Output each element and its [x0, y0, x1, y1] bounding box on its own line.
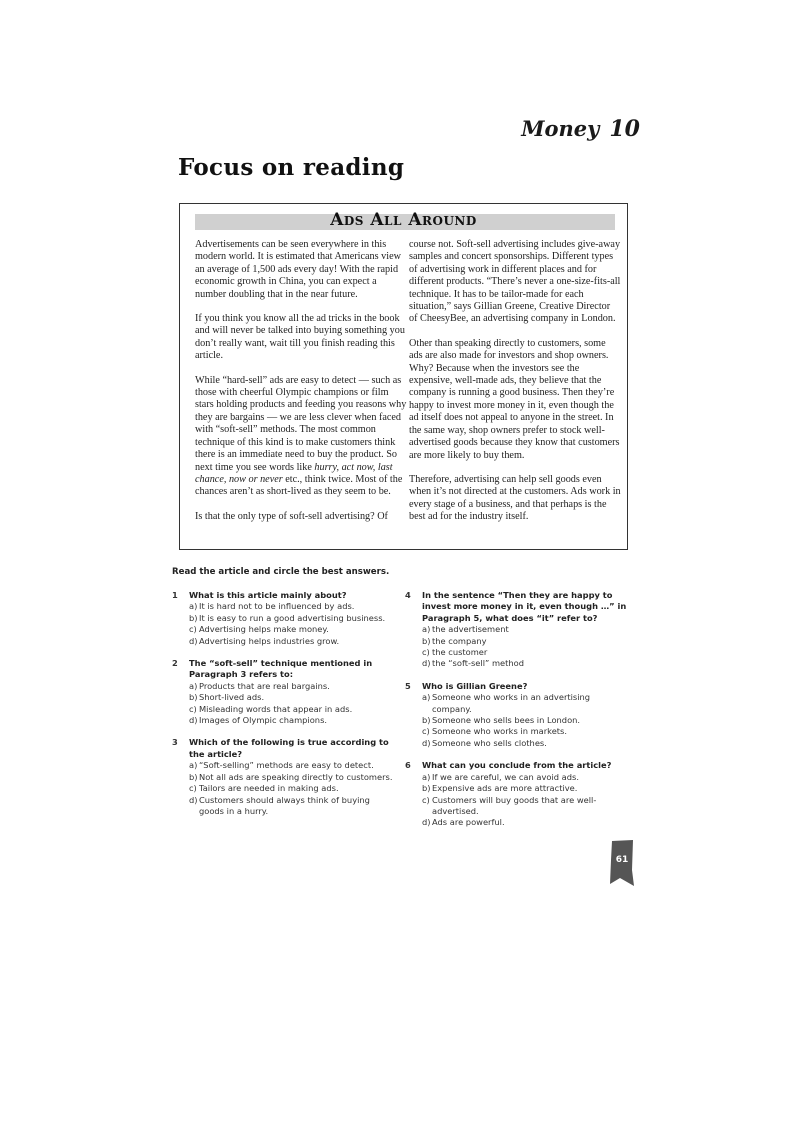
article-column-right [409, 239, 621, 536]
option-letter: d) [189, 794, 198, 805]
option-letter: d) [422, 737, 431, 748]
chapter-header [521, 116, 640, 142]
answer-option[interactable] [422, 636, 630, 647]
article-paragraph: Advertisements can be seen everywhere in this modern world. It is estimated that Americans view an average of 1,500 ads every day! With the rapid economic growth in China, you can expect a number doubling that in the near future. [195, 239, 401, 300]
question-text: What is this article mainly about? [189, 590, 347, 600]
option-letter: a) [422, 692, 431, 703]
answer-option[interactable] [189, 715, 397, 726]
question-head [172, 658, 397, 681]
question-head [172, 737, 397, 760]
answer-option[interactable] [189, 795, 397, 818]
answer-option[interactable] [422, 795, 630, 818]
option-letter: c) [422, 794, 430, 805]
option-letter: c) [189, 624, 197, 635]
option-letter: b) [189, 692, 198, 703]
answer-option[interactable] [189, 624, 397, 635]
answer-options [172, 601, 397, 647]
answer-option[interactable] [422, 726, 630, 737]
question-item [172, 658, 397, 726]
option-text: the company [432, 635, 487, 646]
question-item [172, 590, 397, 647]
question-number: 3 [172, 737, 178, 748]
italic-phrase: hurry, act now, last chance, now or never [195, 461, 393, 485]
answer-option[interactable] [189, 601, 397, 612]
answer-option[interactable] [189, 704, 397, 715]
answer-option[interactable] [189, 692, 397, 703]
question-text: In the sentence “Then they are happy to invest more money in it, even though …” in Paragraph 5, what does “it” refer to? [422, 590, 627, 623]
question-text: Which of the following is true according to the article? [189, 737, 389, 759]
option-letter: a) [189, 760, 198, 771]
option-text: Short-lived ads. [199, 692, 265, 703]
option-text: Someone who sells bees in London. [432, 715, 581, 726]
article-column-left [195, 239, 407, 535]
paragraph-text: While “hard-sell” ads are easy to detect — such as those with cheerful Olympic champions or film stars holding products and feeding you reasons why they are bargains — we are less clever when faced with “soft-sell” methods. The most common technique of this kind is to make customers think there is an immediate need to buy the product. So next time you see words like [195, 374, 407, 473]
answer-option[interactable] [422, 624, 630, 635]
answer-options [172, 760, 397, 817]
option-text: the customer [432, 647, 488, 658]
question-number: 6 [405, 760, 411, 771]
option-letter: a) [189, 601, 198, 612]
option-letter: d) [189, 715, 198, 726]
page-number: 61 [615, 855, 629, 865]
option-letter: c) [422, 647, 430, 658]
option-text: the “soft-sell” method [432, 658, 524, 669]
question-item [405, 760, 630, 828]
option-text: Someone who works in markets. [432, 726, 568, 737]
question-text: What can you conclude from the article? [422, 760, 612, 771]
option-letter: b) [422, 635, 431, 646]
question-item [172, 737, 397, 817]
article-paragraph: Other than speaking directly to customers, some ads are also made for investors and shop owners. Why? Because when the investors see the expensive, well-made ads, they believe that the company is running a good business. Then they’re happy to invest more money in it, even though the ad itself does not appeal to anyone in the street. In the same way, shop owners prefer to stock well-advertised goods because they know that customers are more likely to buy them. [409, 337, 620, 461]
option-text: Advertising helps industries grow. [199, 635, 340, 646]
option-letter: b) [422, 715, 431, 726]
answer-option[interactable] [422, 692, 630, 715]
article-paragraph: If you think you know all the ad tricks in the book and will never be talked into buying something you don’t really want, wait till you finish reading this article. [195, 313, 405, 362]
option-text: “Soft-selling” methods are easy to detect. [199, 760, 374, 771]
question-number: 5 [405, 680, 411, 691]
paragraph-tail: etc., think twice. Most of the chances aren’t as short-lived as they seem to be. [195, 473, 403, 498]
option-letter: a) [422, 771, 431, 782]
option-text: Customers will buy goods that are well-advertised. [432, 794, 597, 816]
question-text: Who is Gillian Greene? [422, 680, 528, 691]
option-text: Products that are real bargains. [199, 680, 330, 691]
option-text: Someone who sells clothes. [432, 737, 547, 748]
option-letter: d) [422, 817, 431, 828]
questions-column-left [172, 590, 397, 828]
answer-option[interactable] [422, 783, 630, 794]
option-text: Expensive ads are more attractive. [432, 783, 578, 794]
option-text: the advertisement [432, 624, 509, 635]
option-text: Ads are powerful. [432, 817, 505, 828]
option-text: If we are careful, we can avoid ads. [432, 771, 579, 782]
option-text: Not all ads are speaking directly to customers. [199, 771, 393, 782]
answer-option[interactable] [189, 636, 397, 647]
answer-options [405, 692, 630, 749]
option-text: Tailors are needed in making ads. [199, 783, 339, 794]
option-text: Someone who works in an advertising company. [432, 692, 591, 714]
article-paragraph [195, 375, 407, 499]
answer-option[interactable] [422, 715, 630, 726]
article-paragraph: Therefore, advertising can help sell goods even when it’s not directed at the customers. Ads work in every stage of a business, and that perhaps is the best ad for the industry itself. [409, 473, 621, 523]
answer-option[interactable] [422, 658, 630, 669]
answer-option[interactable] [422, 772, 630, 783]
option-text: It is hard not to be influenced by ads. [199, 601, 355, 612]
question-text: The “soft-sell” technique mentioned in Paragraph 3 refers to: [189, 658, 373, 680]
question-item [405, 590, 630, 670]
option-letter: c) [422, 726, 430, 737]
option-text: Images of Olympic champions. [199, 715, 328, 726]
option-text: It is easy to run a good advertising business. [199, 612, 386, 623]
option-letter: b) [189, 771, 198, 782]
answer-option[interactable] [422, 817, 630, 828]
question-head [405, 590, 630, 624]
option-letter: a) [422, 624, 431, 635]
question-number: 1 [172, 590, 178, 600]
article-paragraph: course not. Soft-sell advertising includes give-away samples and concert sponsorships. Different types of advertising work in different places and for different products. “There’s never a one-size-fits-all technique. It has to be tailor-made for each situation,” says Gillian Greene, Creative Director of CheesyBee, an advertising company in London. [409, 239, 621, 325]
article-paragraph: Is that the only type of soft-sell advertising? Of [195, 510, 388, 522]
article-title-text: Ads All Around [330, 210, 477, 230]
option-letter: a) [189, 680, 198, 691]
page-number-tab [610, 840, 634, 886]
chapter-label: Money [521, 116, 600, 141]
question-head [405, 681, 630, 692]
question-item [405, 681, 630, 749]
option-letter: b) [189, 612, 198, 623]
answer-options [405, 624, 630, 670]
option-letter: c) [189, 703, 197, 714]
article-title [180, 210, 627, 230]
option-letter: b) [422, 783, 431, 794]
question-number: 2 [172, 658, 178, 669]
answer-options [172, 681, 397, 727]
section-title: Focus on reading [178, 154, 405, 181]
option-text: Advertising helps make money. [199, 624, 329, 635]
option-letter: d) [422, 658, 431, 669]
option-text: Customers should always think of buying goods in a hurry. [199, 794, 370, 816]
option-text: Misleading words that appear in ads. [199, 703, 353, 714]
answer-option[interactable] [189, 613, 397, 624]
answer-option[interactable] [189, 783, 397, 794]
article-box [179, 203, 628, 550]
question-head [405, 760, 630, 771]
answer-option[interactable] [189, 772, 397, 783]
answer-option[interactable] [422, 647, 630, 658]
questions-column-right [405, 590, 630, 840]
answer-option[interactable] [189, 760, 397, 771]
option-letter: c) [189, 783, 197, 794]
answer-option[interactable] [422, 738, 630, 749]
instructions: Read the article and circle the best answers. [172, 567, 390, 577]
answer-option[interactable] [189, 681, 397, 692]
question-number: 4 [405, 590, 411, 600]
answer-options [405, 772, 630, 829]
question-head [172, 590, 397, 601]
chapter-number: 10 [609, 116, 640, 142]
option-letter: d) [189, 635, 198, 646]
